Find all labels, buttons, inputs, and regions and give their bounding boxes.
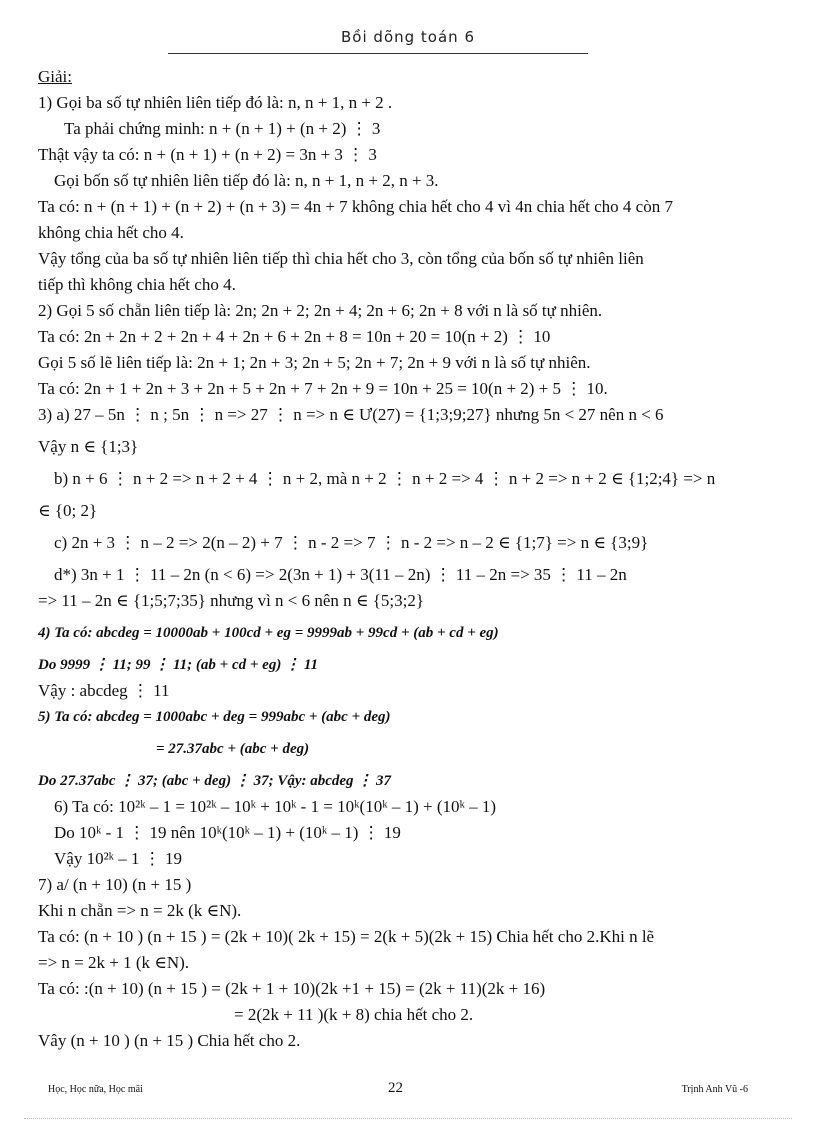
text-line: tiếp thì không chia hết cho 4.	[38, 275, 236, 294]
text-line: b) n + 6 ⋮ n + 2 => n + 2 + 4 ⋮ n + 2, mà n + 2 ⋮ n + 2 => 4 ⋮ n + 2 => n + 2 ∈ {1;2;4} => n	[54, 469, 716, 488]
text-line: Thật vậy ta có: n + (n + 1) + (n + 2) = 3n + 3 ⋮ 3	[38, 145, 377, 164]
text-line: = 27.37abc + (abc + deg)	[156, 741, 310, 757]
solution-body	[38, 64, 783, 1054]
text-line: 6) Ta có: 10²ᵏ – 1 = 10²ᵏ – 10ᵏ + 10ᵏ - 1 = 10ᵏ(10ᵏ – 1) + (10ᵏ – 1)	[54, 797, 496, 816]
text-line: Do 9999 ⋮ 11; 99 ⋮ 11; (ab + cd + eg) ⋮ 11	[38, 657, 318, 673]
page-header: Bồi dõng toán 6	[341, 28, 475, 46]
text-line: Gọi bốn số tự nhiên liên tiếp đó là: n, n + 1, n + 2, n + 3.	[54, 171, 439, 190]
solution-heading: Giải:	[38, 67, 72, 86]
text-line: = 2(2k + 11 )(k + 8) chia hết cho 2.	[234, 1005, 474, 1024]
text-line: => 11 – 2n ∈ {1;5;7;35} nhưng vì n < 6 nên n ∈ {5;3;2}	[38, 591, 425, 610]
text-line: 4) Ta có: abcdeg = 10000ab + 100cd + eg = 9999ab + 99cd + (ab + cd + eg)	[38, 625, 499, 641]
text-line: 2) Gọi 5 số chẵn liên tiếp là: 2n; 2n + 2; 2n + 4; 2n + 6; 2n + 8 với n là số tự nhiên.	[38, 301, 603, 320]
footer-motto: Học, Học nữa, Học mãi	[48, 1084, 143, 1095]
text-line: 3) a) 27 – 5n ⋮ n ; 5n ⋮ n => 27 ⋮ n => n ∈ Ư(27) = {1;3;9;27} nhưng 5n < 27 nên n < 6	[38, 405, 664, 424]
page-footer	[48, 1080, 748, 1104]
text-line: Vậy n ∈ {1;3}	[38, 437, 139, 456]
text-line: Do 10ᵏ - 1 ⋮ 19 nên 10ᵏ(10ᵏ – 1) + (10ᵏ – 1) ⋮ 19	[54, 823, 401, 842]
text-line: Khi n chẵn => n = 2k (k ∈N).	[38, 901, 242, 920]
text-line: Ta có: 2n + 2n + 2 + 2n + 4 + 2n + 6 + 2n + 8 = 10n + 20 = 10(n + 2) ⋮ 10	[38, 327, 551, 346]
text-line: Gọi 5 số lẽ liên tiếp là: 2n + 1; 2n + 3; 2n + 5; 2n + 7; 2n + 9 với n là số tự nhiên.	[38, 353, 591, 372]
text-line: Do 27.37abc ⋮ 37; (abc + deg) ⋮ 37; Vậy: abcdeg ⋮ 37	[38, 773, 392, 789]
text-line: Vậy : abcdeg ⋮ 11	[38, 681, 170, 700]
header-rule	[168, 53, 588, 54]
text-line: ∈ {0; 2}	[38, 501, 98, 520]
text-line: => n = 2k + 1 (k ∈N).	[38, 953, 190, 972]
text-line: Ta có: :(n + 10) (n + 15 ) = (2k + 1 + 10)(2k +1 + 15) = (2k + 11)(2k + 16)	[38, 979, 546, 998]
text-line: Vây (n + 10 ) (n + 15 ) Chia hết cho 2.	[38, 1031, 301, 1050]
text-line: d*) 3n + 1 ⋮ 11 – 2n (n < 6) => 2(3n + 1) + 3(11 – 2n) ⋮ 11 – 2n => 35 ⋮ 11 – 2n	[54, 565, 627, 584]
footer-author: Trịnh Anh Vũ -6	[681, 1084, 748, 1095]
text-line: Ta có: 2n + 1 + 2n + 3 + 2n + 5 + 2n + 7 + 2n + 9 = 10n + 25 = 10(n + 2) + 5 ⋮ 10.	[38, 379, 608, 398]
page-number: 22	[388, 1080, 403, 1096]
bottom-dotted-rule	[24, 1118, 792, 1119]
text-line: Ta phải chứng minh: n + (n + 1) + (n + 2) ⋮ 3	[64, 119, 381, 138]
text-line: 5) Ta có: abcdeg = 1000abc + deg = 999abc + (abc + deg)	[38, 709, 391, 725]
text-line: Vậy 10²ᵏ – 1 ⋮ 19	[54, 849, 183, 868]
text-line: 7) a/ (n + 10) (n + 15 )	[38, 875, 192, 894]
text-line: Vậy tổng của ba số tự nhiên liên tiếp thì chia hết cho 3, còn tổng của bốn số tự nhiên liên	[38, 249, 644, 268]
text-line: không chia hết cho 4.	[38, 223, 184, 242]
text-line: Ta có: (n + 10 ) (n + 15 ) = (2k + 10)( 2k + 15) = 2(k + 5)(2k + 15) Chia hết cho 2.Khi n lẽ	[38, 927, 655, 946]
text-line: c) 2n + 3 ⋮ n – 2 => 2(n – 2) + 7 ⋮ n - 2 => 7 ⋮ n - 2 => n – 2 ∈ {1;7} => n ∈ {3;9}	[54, 533, 649, 552]
text-line: 1) Gọi ba số tự nhiên liên tiếp đó là: n, n + 1, n + 2 .	[38, 93, 393, 112]
text-line: Ta có: n + (n + 1) + (n + 2) + (n + 3) = 4n + 7 không chia hết cho 4 vì 4n chia hết cho 4 còn 7	[38, 197, 673, 216]
